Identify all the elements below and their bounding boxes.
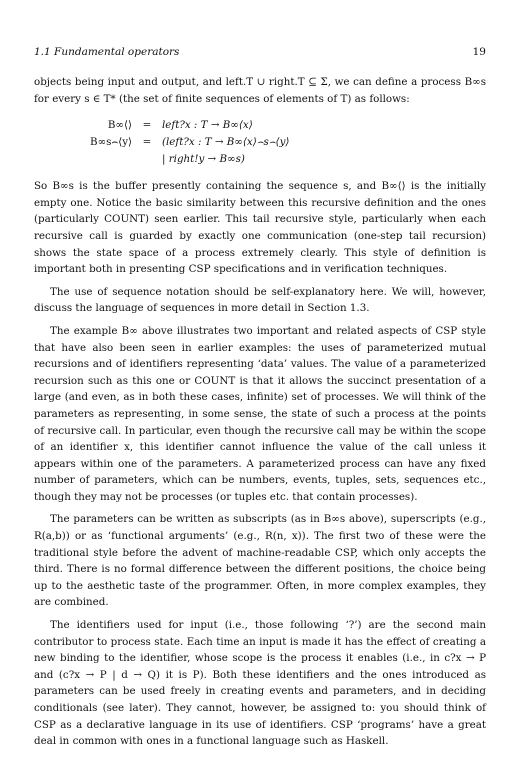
- equation-relation: [132, 151, 162, 168]
- paragraph-3: The use of sequence notation should be self-explanatory here. We will, however, discuss the language of sequences in more detail in Section 1.3.: [34, 285, 486, 315]
- equation-relation: =: [142, 136, 152, 149]
- equation-lhs: B∞s⌢⟨y⟩: [90, 136, 133, 149]
- section-title: 1.1 Fundamental operators: [34, 46, 180, 58]
- equation-row: [90, 117, 486, 134]
- paragraph-1: objects being input and output, and left.T ∪ right.T ⊆ Σ, we can define a process B∞s for every s ∈ T* (the set of finite sequences of elements of T) as follows:: [34, 76, 486, 105]
- paragraph-5: The parameters can be written as subscripts (as in B∞s above), superscripts (e.g., R(a,b)) or as ‘functional arguments’ (e.g., R(n, x)). The first two of these were the traditional style before the advent of machine-readable CSP, which only accepts the third. There is no formal difference between the different positions, the choice being up to the aesthetic taste of the programmer. Often, in more complex examples, they are combined.: [34, 513, 486, 609]
- paragraph-6: The identifiers used for input (i.e., those following ‘?’) are the second main contributor to process state. Each time an input is made it has the effect of creating a new binding to the identifier, whose scope is the process it enables (i.e., in c?x → P and (c?x → P | d → Q) it is P). Both these identifiers and the ones introduced as parameters can be used freely in creating events and parameters, and in deciding conditionals (see later). They cannot, however, be assigned to: you should think of CSP as a declarative language in its use of identifiers. CSP ‘programs’ have a great deal in common with ones in a functional language such as Haskell.: [34, 619, 486, 748]
- paragraph-2: So B∞s is the buffer presently containing the sequence s, and B∞⟨⟩ is the initially empty one. Notice the basic similarity between this recursive definition and the ones (particularly COUNT) seen earlier. This tail recursive style, particularly when each recursive call is guarded by exactly one communication (one-step tail recursion) shows the state space of a process extremely clearly. This style of definition is important both in presenting CSP specifications and in verification techniques.: [34, 180, 486, 276]
- equation-rhs: | right!y → B∞s): [162, 153, 245, 166]
- equation-rhs: left?x : T → B∞⟨x⟩: [162, 119, 253, 132]
- equation-rhs: (left?x : T → B∞⟨x⟩⌢s⌢⟨y⟩: [162, 136, 290, 149]
- equation-lhs: [90, 151, 132, 168]
- equation-block: [90, 117, 486, 168]
- body-text: [34, 74, 486, 750]
- equation-lhs: B∞⟨⟩: [107, 119, 132, 132]
- equation-relation: =: [142, 119, 152, 132]
- equation-row: [90, 151, 486, 168]
- page-number: 19: [472, 46, 486, 58]
- running-header: [34, 46, 486, 62]
- equation-row: [90, 134, 486, 151]
- paragraph-4: The example B∞ above illustrates two important and related aspects of CSP style that have also been seen in earlier examples: the uses of parameterized mutual recursions and of identifiers representing ‘data’ values. The value of a parameterized recursion such as this one or COUNT is that it allows the succinct presentation of a large (and even, as in both these cases, infinite) set of processes. We will think of the parameters as representing, in some sense, the state of such a process at the points of recursive call. In particular, even though the recursive call may be within the scope of an identifier x, this identifier cannot influence the value of the call unless it appears within one of the parameters. A parameterized process can have any fixed number of parameters, which can be numbers, events, tuples, sets, sequences etc., though they may not be processes (or tuples etc. that contain processes).: [34, 324, 486, 503]
